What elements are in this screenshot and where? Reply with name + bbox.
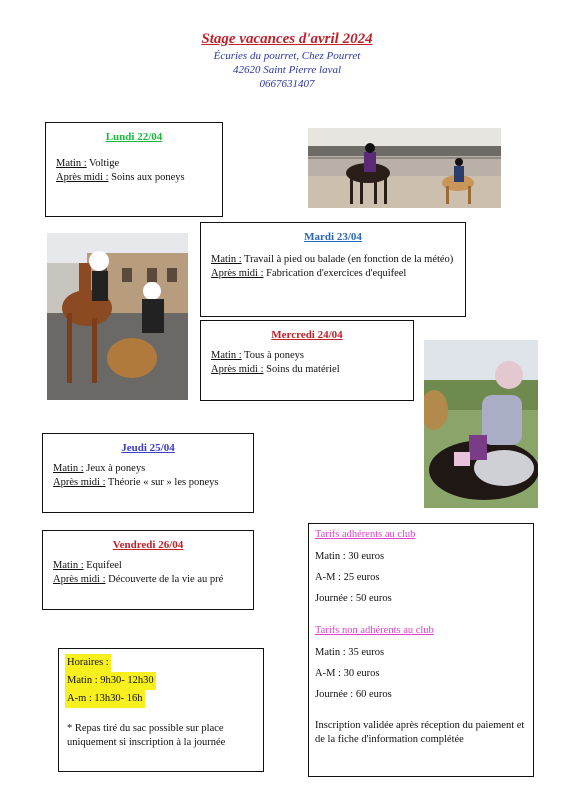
morning-activity: Matin : Jeux à poneys — [53, 463, 146, 474]
horaires-box — [58, 648, 264, 772]
registration-note: Inscription validée après réception du paiement et de la fiche d'information complétée — [315, 720, 525, 745]
tarifs-box — [308, 523, 534, 777]
day-title: Lundi 22/04 — [105, 131, 163, 143]
day-title: Jeudi 25/04 — [121, 442, 175, 454]
tarifs-members-title: Tarifs adhérents au club — [315, 529, 416, 540]
horaires-afternoon: A-m : 13h30- 16h — [65, 690, 145, 708]
afternoon-activity: Après midi : Découverte de la vie au pré — [53, 574, 224, 585]
afternoon-activity: Après midi : Soins aux poneys — [56, 172, 185, 183]
street-photo — [47, 233, 188, 400]
phone-number: 0667631407 — [259, 78, 315, 90]
horaires-title: Horaires : — [65, 654, 111, 672]
day-card-mardi — [200, 222, 466, 317]
horaires-morning: Matin : 9h30- 12h30 — [65, 672, 156, 690]
morning-activity: Matin : Tous à poneys — [211, 350, 304, 361]
arena-photo — [308, 128, 501, 208]
day-card-mercredi — [200, 320, 414, 401]
morning-activity: Matin : Equifeel — [53, 560, 122, 571]
morning-activity: Matin : Travail à pied ou balade (en fonction de la météo) — [211, 254, 454, 265]
day-title: Mardi 23/04 — [304, 231, 362, 243]
price-nonmember-morning: Matin : 35 euros — [315, 647, 385, 658]
price-nonmember-day: Journée : 60 euros — [315, 689, 392, 700]
tarifs-nonmembers-title: Tarifs non adhérents au club — [315, 625, 434, 636]
day-card-vendredi — [42, 530, 254, 610]
stable-name: Écuries du pourret, Chez Pourret — [213, 50, 361, 62]
address: 42620 Saint Pierre laval — [232, 64, 342, 76]
price-member-day: Journée : 50 euros — [315, 593, 392, 604]
page-title: Stage vacances d'avril 2024 — [201, 31, 373, 47]
day-title: Mercredi 24/04 — [271, 329, 343, 341]
day-card-lundi — [45, 122, 223, 217]
price-member-morning: Matin : 30 euros — [315, 551, 385, 562]
afternoon-activity: Après midi : Soins du matériel — [211, 364, 340, 375]
price-member-afternoon: A-M : 25 euros — [315, 572, 380, 583]
morning-activity: Matin : Voltige — [56, 158, 120, 169]
day-title: Vendredi 26/04 — [112, 539, 184, 551]
meal-note: * Repas tiré du sac possible sur place uniquement si inscription à la journée — [67, 723, 226, 748]
price-nonmember-afternoon: A-M : 30 euros — [315, 668, 380, 679]
afternoon-activity: Après midi : Fabrication d'exercices d'equifeel — [211, 268, 407, 279]
day-card-jeudi — [42, 433, 254, 513]
child-pony-photo — [424, 340, 538, 508]
afternoon-activity: Après midi : Théorie « sur » les poneys — [53, 477, 219, 488]
